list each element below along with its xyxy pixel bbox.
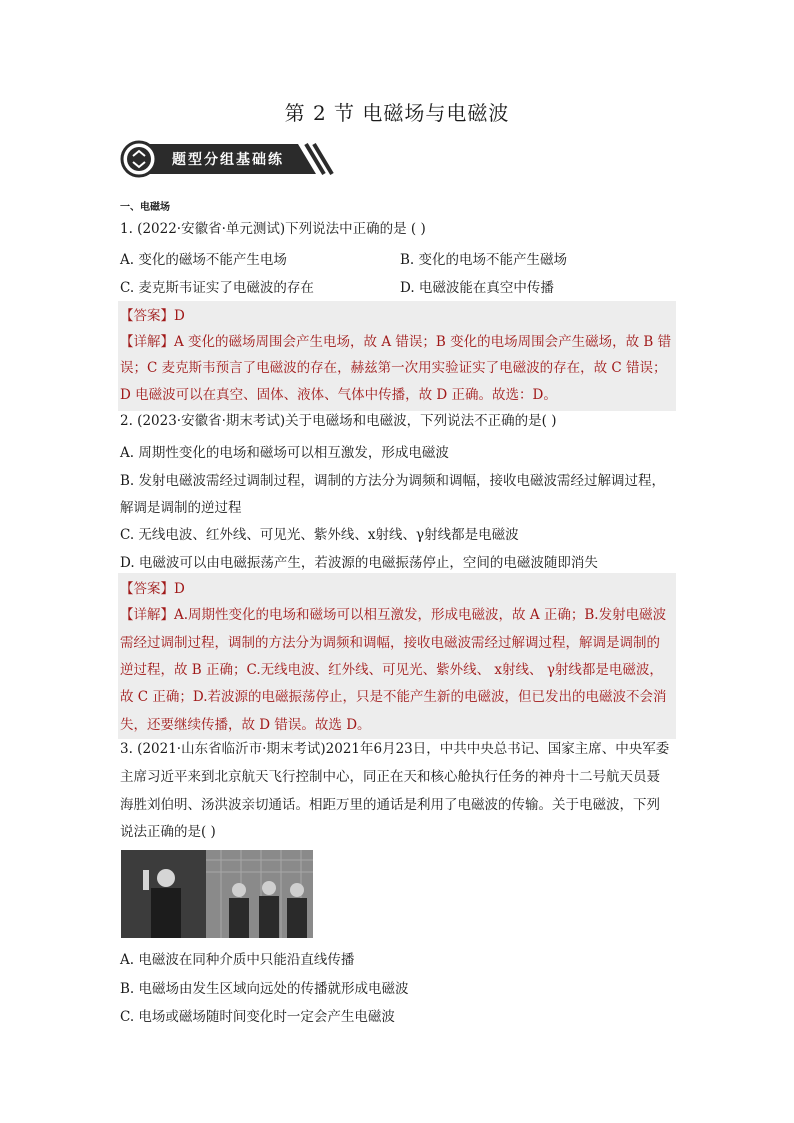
question-3-stem-line: 3. (2021·山东省临沂市·期末考试)2021年6月23日，中共中央总书记、国家主席、中央军委 <box>120 741 670 757</box>
question-1-analysis-line: 误；C 麦克斯韦预言了电磁波的存在，赫兹第一次用实验证实了电磁波的存在，故 C 错误； <box>120 360 667 376</box>
question-2-analysis-line: 失，还要继续传播，故 D 错误。故选 D。 <box>120 717 371 733</box>
question-3-option-a: A. 电磁波在同种介质中只能沿直线传播 <box>120 952 355 968</box>
photo-graphic <box>121 850 313 938</box>
question-1-option-d: D. 电磁波能在真空中传播 <box>400 280 554 296</box>
question-3-stem-line: 海胜刘伯明、汤洪波亲切通话。相距万里的通话是利用了电磁波的传输。关于电磁波，下列 <box>120 797 660 813</box>
question-1-answer: 【答案】D <box>120 308 185 324</box>
question-1-answer-box <box>118 301 676 411</box>
question-2-option-d: D. 电磁波可以由电磁振荡产生，若波源的电磁振荡停止，空间的电磁波随即消失 <box>120 555 598 571</box>
question-2-option-a: A. 周期性变化的电场和磁场可以相互激发，形成电磁波 <box>120 445 449 461</box>
question-1-option-a: A. 变化的磁场不能产生电场 <box>120 252 287 268</box>
question-3-photo <box>121 850 313 938</box>
question-2-option-b: B. 发射电磁波需经过调制过程，调制的方法分为调频和调幅，接收电磁波需经过解调过程， <box>120 473 666 489</box>
question-1-stem: 1. (2022·安徽省·单元测试)下列说法中正确的是 ( ) <box>120 221 426 237</box>
question-2-analysis-line: 需经过调制过程，调制的方法分为调频和调幅，接收电磁波需经过解调过程，解调是调制的 <box>120 635 660 651</box>
question-1-analysis-line: D 电磁波可以在真空、固体、液体、气体中传播，故 D 正确。故选：D。 <box>120 387 557 403</box>
question-3-option-b: B. 电磁场由发生区域向远处的传播就形成电磁波 <box>120 981 409 997</box>
question-3-stem-line: 说法正确的是( ) <box>120 824 216 840</box>
question-2-analysis-line: 故 C 正确；D.若波源的电磁振荡停止，只是不能产生新的电磁波，但已发出的电磁波不会消 <box>120 689 667 705</box>
section-banner <box>120 140 335 178</box>
question-2-answer: 【答案】D <box>120 581 185 597</box>
question-2-stem: 2. (2023·安徽省·期末考试)关于电磁场和电磁波，下列说法不正确的是( ) <box>120 413 557 429</box>
banner-label: 题型分组基础练 <box>172 152 284 168</box>
question-2-analysis-line: 【详解】A.周期性变化的电场和磁场可以相互激发，形成电磁波，故 A 正确；B.发射电磁波 <box>120 607 667 623</box>
question-2-option-c: C. 无线电波、红外线、可见光、紫外线、x射线、γ射线都是电磁波 <box>120 527 519 543</box>
question-3-option-c: C. 电场或磁场随时间变化时一定会产生电磁波 <box>120 1009 395 1025</box>
question-2-answer-box <box>118 573 676 739</box>
question-1-option-b: B. 变化的电场不能产生磁场 <box>400 252 568 268</box>
section-heading: 一、电磁场 <box>120 202 170 213</box>
question-1-analysis-line: 【详解】A 变化的磁场周围会产生电场，故 A 错误；B 变化的电场周围会产生磁场，故 B 错 <box>120 334 672 350</box>
question-2-option-b-cont: 解调是调制的逆过程 <box>120 500 242 516</box>
question-3-stem-line: 主席习近平来到北京航天飞行控制中心，同正在天和核心舱执行任务的神舟十二号航天员聂 <box>120 769 660 785</box>
page-title: 第 2 节 电磁场与电磁波 <box>284 101 510 125</box>
question-1-option-c: C. 麦克斯韦证实了电磁波的存在 <box>120 280 314 296</box>
question-2-analysis-line: 逆过程，故 B 正确；C.无线电波、红外线、可见光、紫外线、 x射线、 γ射线都是电磁波， <box>120 662 663 678</box>
